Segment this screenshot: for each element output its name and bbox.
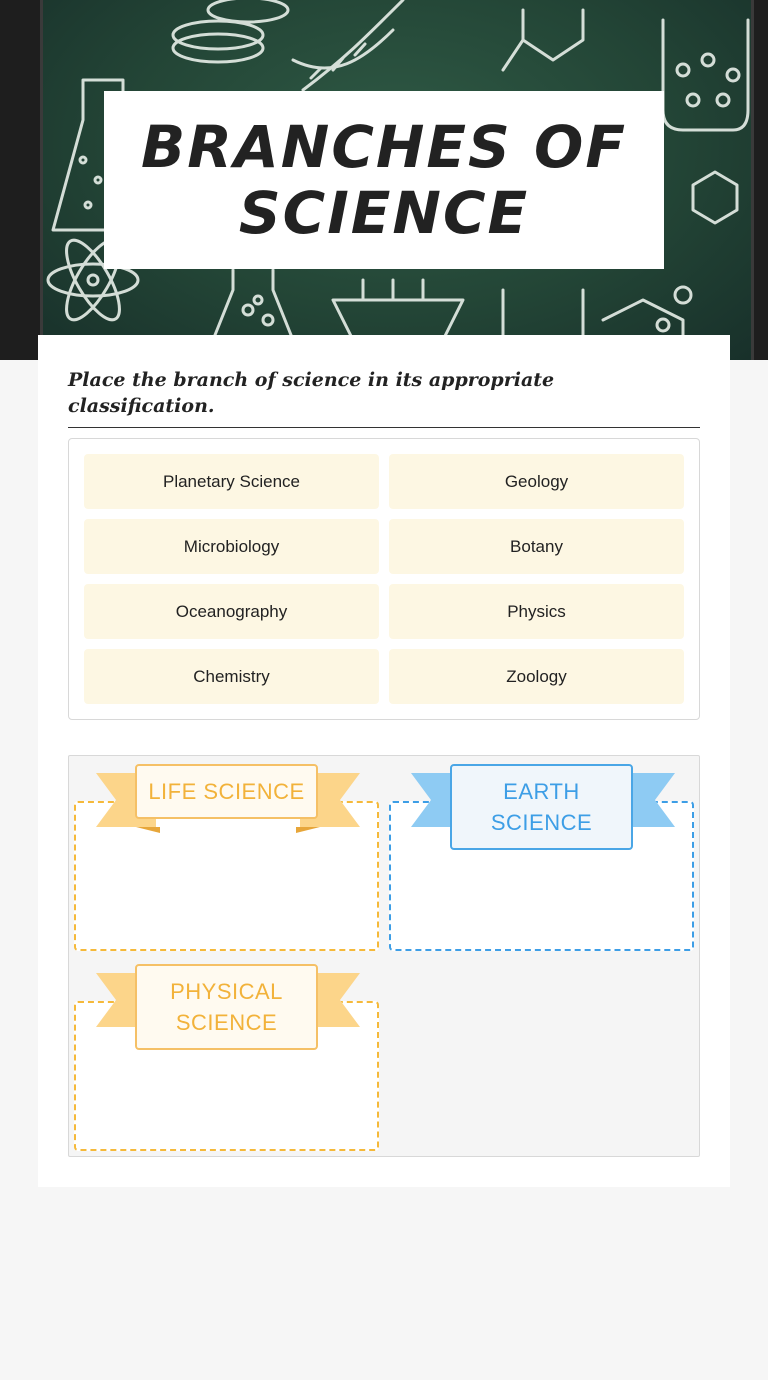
category-label-life-science: LIFE SCIENCE xyxy=(135,764,318,819)
draggable-chip[interactable]: Planetary Science xyxy=(84,454,379,509)
classification-area xyxy=(68,755,700,1157)
draggable-chip[interactable]: Microbiology xyxy=(84,519,379,574)
draggable-chip[interactable]: Botany xyxy=(389,519,684,574)
instructions-text: Place the branch of science in its appropriate classification. xyxy=(68,367,700,428)
category-label-physical-science: PHYSICAL SCIENCE xyxy=(135,964,318,1050)
worksheet-card xyxy=(38,335,730,1187)
header-banner xyxy=(0,0,768,360)
title-card xyxy=(104,91,664,269)
draggable-chip[interactable]: Chemistry xyxy=(84,649,379,704)
draggable-chip[interactable]: Zoology xyxy=(389,649,684,704)
draggable-chip[interactable]: Physics xyxy=(389,584,684,639)
draggable-chip[interactable]: Oceanography xyxy=(84,584,379,639)
word-bank xyxy=(68,438,700,720)
category-label-earth-science: EARTH SCIENCE xyxy=(450,764,633,850)
page-title: BRANCHES OF SCIENCE xyxy=(141,113,627,247)
draggable-chip[interactable]: Geology xyxy=(389,454,684,509)
